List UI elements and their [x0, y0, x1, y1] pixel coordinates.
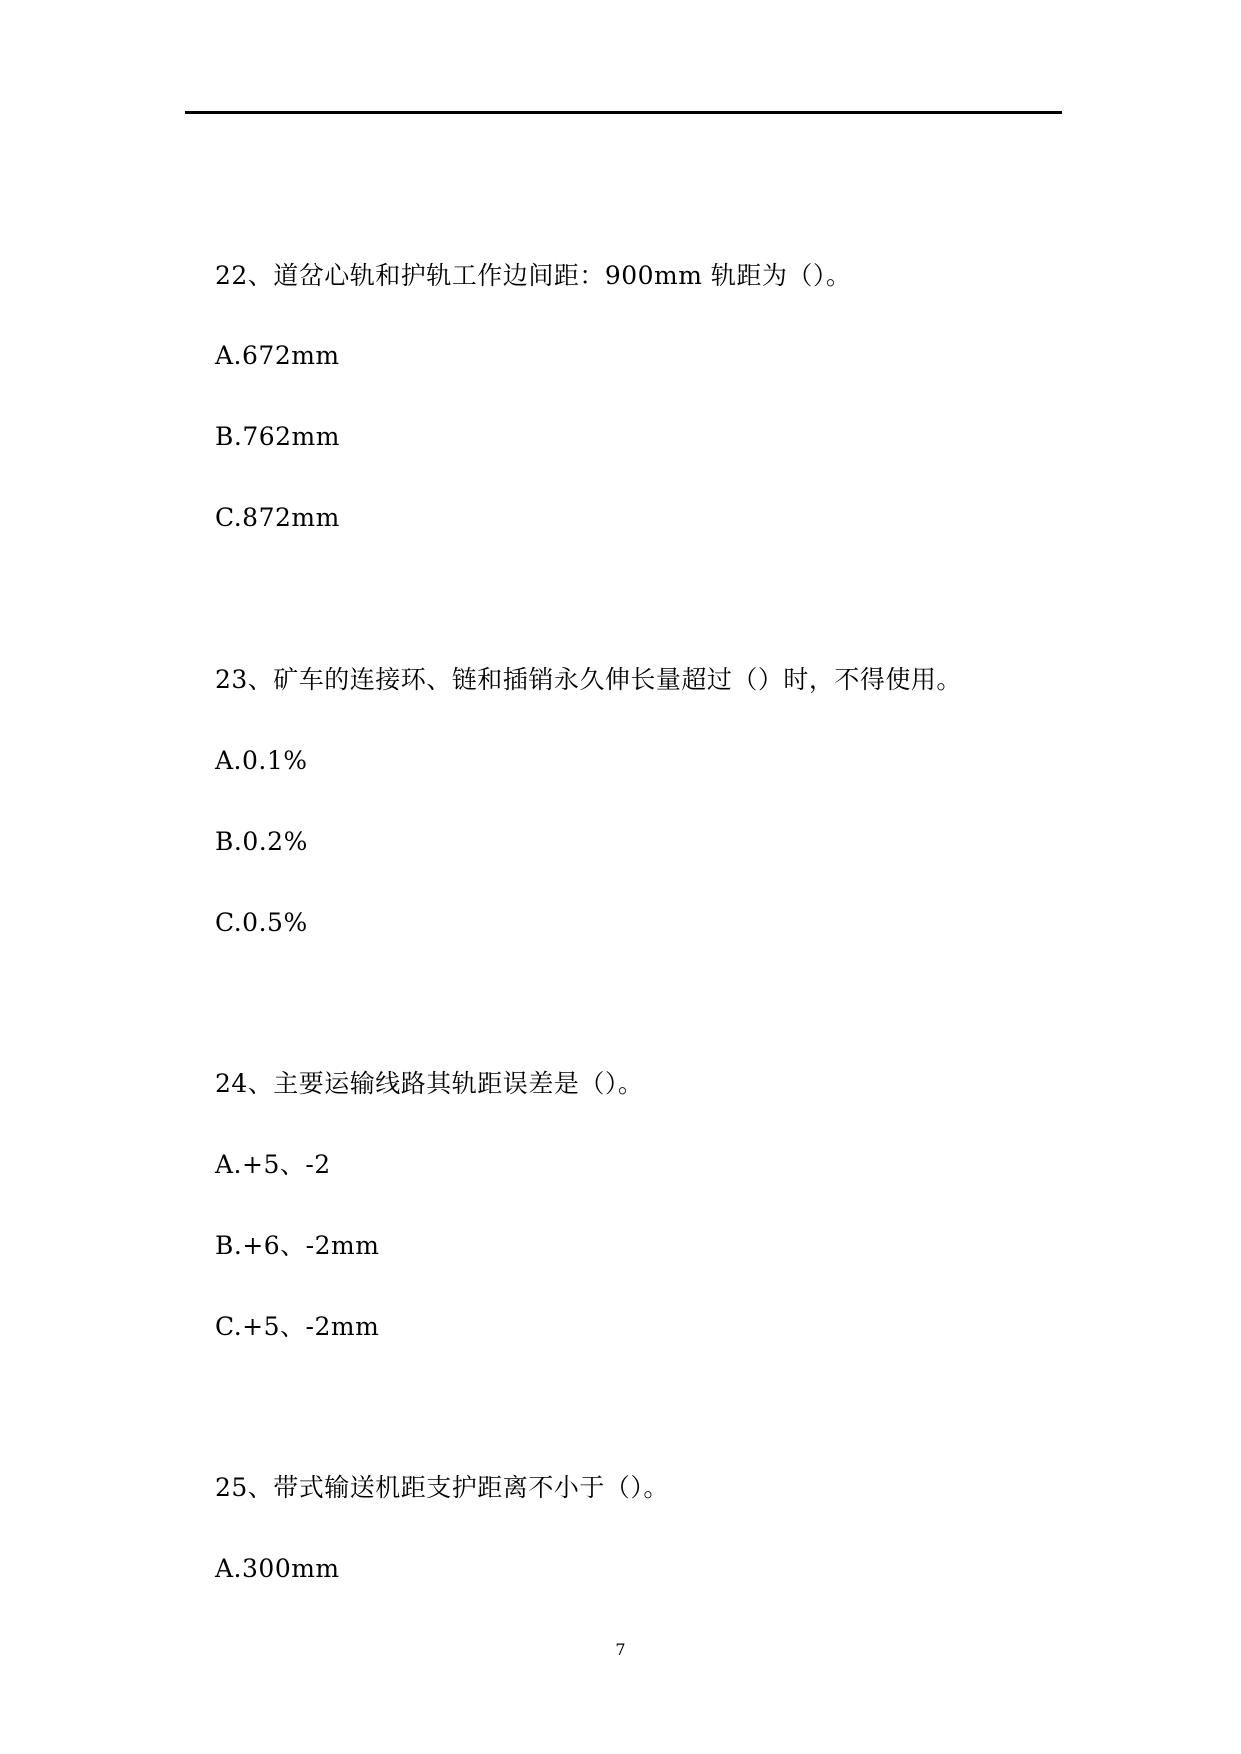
question-24-stem: 24、主要运输线路其轨距误差是（）。	[215, 1069, 644, 1098]
question-24-option-b: B.+6、-2mm	[215, 1231, 380, 1260]
question-22-option-c: C.872mm	[215, 503, 340, 532]
question-23-option-b: B.0.2%	[215, 827, 308, 856]
question-22-option-a: A.672mm	[215, 341, 340, 370]
question-22-stem: 22、道岔心轨和护轨工作边间距：900mm 轨距为（）。	[215, 261, 852, 290]
header-rule	[185, 111, 1062, 114]
page-number: 7	[615, 1640, 626, 1659]
question-25-stem: 25、带式输送机距支护距离不小于（）。	[215, 1473, 669, 1502]
question-22-option-b: B.762mm	[215, 422, 340, 451]
question-23-stem: 23、矿车的连接环、链和插销永久伸长量超过（）时，不得使用。	[215, 665, 962, 694]
question-25-option-a: A.300mm	[215, 1554, 340, 1583]
question-23-option-c: C.0.5%	[215, 908, 308, 937]
question-23-option-a: A.0.1%	[215, 746, 308, 775]
question-24-option-c: C.+5、-2mm	[215, 1312, 380, 1341]
question-24-option-a: A.+5、-2	[215, 1150, 331, 1179]
